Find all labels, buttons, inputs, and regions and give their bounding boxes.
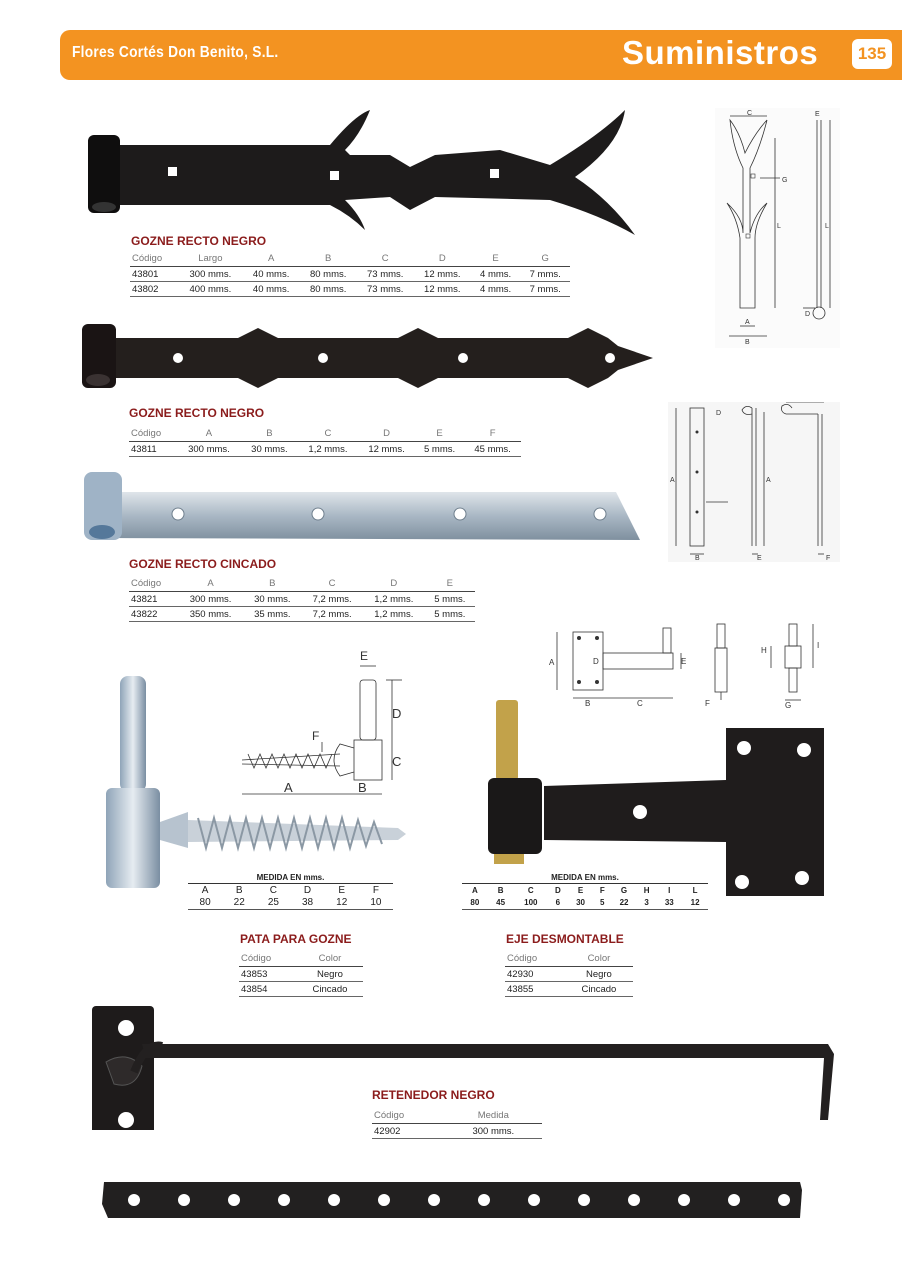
dim-label: D — [805, 311, 811, 318]
dim-label: G — [785, 701, 792, 710]
dim-label: A — [745, 319, 750, 326]
page-number: 135 — [852, 39, 892, 69]
table-cell: 22 — [222, 896, 256, 910]
medida-caption: MEDIDA EN mms. — [188, 872, 393, 884]
table-cell: Cincado — [297, 982, 363, 997]
dim-label: F — [705, 699, 710, 708]
gozne-recto-negro-2-diagram — [668, 402, 840, 562]
dim-label: L — [825, 223, 829, 230]
table-cell: 80 mms. — [300, 282, 357, 297]
gozne-recto-negro-1-diagram — [715, 108, 840, 348]
column-header: D — [363, 576, 425, 592]
dim-label: L — [777, 223, 781, 230]
table-cell: 300 mms. — [178, 592, 243, 607]
table-cell: 4 mms. — [471, 282, 521, 297]
table-cell: Cincado — [565, 982, 633, 997]
gozne-recto-cincado-image — [78, 466, 643, 551]
table-header-row — [372, 1108, 542, 1124]
table-cell: 73 mms. — [357, 267, 414, 282]
column-header: Medida — [445, 1108, 542, 1124]
column-header: F — [599, 885, 605, 895]
dim-label: F — [826, 555, 831, 562]
table-cell: 300 mms. — [178, 267, 243, 282]
dim-label: D — [716, 410, 722, 417]
column-header: C — [269, 884, 277, 896]
dim-label: E — [360, 649, 369, 663]
column-header: B — [497, 885, 504, 895]
column-header: C — [301, 576, 363, 592]
column-header: C — [357, 251, 414, 267]
table-cell: 12 mms. — [414, 267, 471, 282]
retenedor-negro-table — [372, 1108, 542, 1139]
table-header-row — [188, 884, 393, 897]
table-cell: 38 — [290, 896, 324, 910]
table-cell: 7,2 mms. — [301, 607, 363, 622]
dim-label: E — [757, 555, 762, 562]
eje-desmontable-table — [505, 951, 633, 997]
table-cell: 100 — [514, 896, 549, 910]
dim-label: I — [817, 641, 820, 650]
dim-label: H — [761, 646, 767, 655]
table-cell: 40 mms. — [243, 282, 300, 297]
table-header-row — [239, 951, 363, 967]
table-cell: 7 mms. — [520, 282, 570, 297]
table-header-row — [462, 884, 708, 897]
table-cell: 43822 — [129, 607, 178, 622]
pata-para-gozne-medida-table — [188, 872, 393, 910]
column-header: E — [577, 885, 584, 895]
table-cell: 350 mms. — [178, 607, 243, 622]
table-cell: 5 mms. — [415, 442, 464, 457]
table-header-row — [130, 251, 570, 267]
table-cell: 30 — [568, 896, 594, 910]
dim-label: B — [585, 699, 591, 708]
table-cell: 5 — [593, 896, 611, 910]
column-header: F — [464, 426, 521, 442]
column-header: C — [298, 426, 358, 442]
column-header: D — [555, 885, 561, 895]
column-header: B — [300, 251, 357, 267]
column-header: B — [241, 426, 298, 442]
gozne-recto-negro-2-title: GOZNE RECTO NEGRO — [129, 406, 265, 420]
table-cell: 43853 — [239, 967, 297, 982]
pata-para-gozne-title: PATA PARA GOZNE — [240, 932, 352, 946]
table-cell: 35 mms. — [243, 607, 301, 622]
dim-label: B — [695, 555, 700, 562]
perforated-bar-image — [100, 1178, 805, 1224]
column-header: H — [643, 885, 650, 895]
column-header: Código — [505, 951, 565, 967]
column-header: D — [303, 884, 312, 896]
table-cell: 80 — [188, 896, 222, 910]
table-cell: 5 mms. — [425, 592, 475, 607]
column-header: A — [471, 885, 478, 895]
table-cell: 25 — [256, 896, 290, 910]
table-cell: 73 mms. — [357, 282, 414, 297]
pata-para-gozne-image — [98, 672, 418, 897]
table-cell: 42902 — [372, 1124, 445, 1139]
column-header: A — [177, 426, 241, 442]
column-header: A — [243, 251, 300, 267]
table-row — [239, 982, 363, 997]
table-cell: 43801 — [130, 267, 178, 282]
table-row — [505, 967, 633, 982]
table-row — [188, 896, 393, 910]
dim-label: A — [549, 658, 555, 667]
table-cell: 5 mms. — [425, 607, 475, 622]
column-header: Color — [565, 951, 633, 967]
gozne-recto-negro-1-image — [80, 105, 640, 235]
dim-label: E — [681, 657, 687, 666]
dim-label: F — [312, 729, 320, 743]
column-header: I — [668, 885, 671, 895]
column-header: C — [527, 885, 534, 895]
table-row — [505, 982, 633, 997]
table-cell: 30 mms. — [241, 442, 298, 457]
column-header: E — [338, 884, 346, 896]
pata-para-gozne-table — [239, 951, 363, 997]
table-cell: 12 mms. — [358, 442, 415, 457]
table-header-row — [129, 576, 475, 592]
column-header: A — [201, 884, 209, 896]
table-cell: 80 mms. — [300, 267, 357, 282]
column-header: B — [235, 884, 243, 896]
table-row — [130, 267, 570, 282]
table-cell: Negro — [565, 967, 633, 982]
table-row — [129, 607, 475, 622]
brand-name: Flores Cortés Don Benito, S.L. — [72, 44, 279, 61]
gozne-recto-negro-2-image — [78, 318, 658, 393]
table-cell: 43854 — [239, 982, 297, 997]
table-cell: 22 — [611, 896, 637, 910]
table-row — [129, 592, 475, 607]
gozne-recto-cincado-title: GOZNE RECTO CINCADO — [129, 557, 277, 571]
table-cell: 7,2 mms. — [301, 592, 363, 607]
dim-label: B — [745, 339, 750, 346]
table-cell: 3 — [637, 896, 657, 910]
column-header: A — [178, 576, 243, 592]
table-cell: 43802 — [130, 282, 178, 297]
column-header: E — [471, 251, 521, 267]
column-header: F — [372, 884, 379, 896]
table-row — [130, 282, 570, 297]
table-header-row — [505, 951, 633, 967]
column-header: G — [520, 251, 570, 267]
table-cell: 80 — [462, 896, 488, 910]
dim-label: A — [670, 477, 675, 484]
column-header: E — [415, 426, 464, 442]
table-row — [239, 967, 363, 982]
table-cell: 43821 — [129, 592, 178, 607]
table-cell: 42930 — [505, 967, 565, 982]
table-row — [372, 1124, 542, 1139]
table-cell: 43855 — [505, 982, 565, 997]
medida-caption-row — [188, 872, 393, 884]
dim-label: A — [766, 477, 771, 484]
table-cell: 6 — [548, 896, 568, 910]
column-header: D — [414, 251, 471, 267]
table-cell: 1,2 mms. — [363, 607, 425, 622]
table-row — [129, 442, 521, 457]
table-cell: 30 mms. — [243, 592, 301, 607]
table-row — [462, 896, 708, 910]
retenedor-negro-title: RETENEDOR NEGRO — [372, 1088, 495, 1102]
eje-desmontable-title: EJE DESMONTABLE — [506, 932, 624, 946]
table-cell: 12 — [325, 896, 359, 910]
dim-label: A — [284, 780, 293, 795]
gozne-recto-negro-2-table — [129, 426, 521, 457]
table-cell: 12 mms. — [414, 282, 471, 297]
table-cell: 12 — [682, 896, 708, 910]
table-cell: 400 mms. — [178, 282, 243, 297]
gozne-recto-cincado-table — [129, 576, 475, 622]
table-cell: 45 mms. — [464, 442, 521, 457]
table-cell: Negro — [297, 967, 363, 982]
dim-label: E — [815, 111, 820, 118]
gozne-recto-negro-1-table — [130, 251, 570, 297]
column-header: L — [692, 885, 698, 895]
table-cell: 4 mms. — [471, 267, 521, 282]
table-cell: 7 mms. — [520, 267, 570, 282]
column-header: B — [243, 576, 301, 592]
eje-desmontable-medida-table — [462, 872, 708, 910]
eje-desmontable-diagram — [545, 620, 830, 710]
table-cell: 45 — [488, 896, 514, 910]
dim-label: C — [747, 110, 753, 117]
section-title: Suministros — [622, 34, 819, 71]
column-header: Código — [129, 576, 178, 592]
column-header: Color — [297, 951, 363, 967]
table-cell: 10 — [359, 896, 393, 910]
column-header: Código — [239, 951, 297, 967]
dim-label: D — [593, 657, 599, 666]
table-cell: 1,2 mms. — [298, 442, 358, 457]
dim-label: C — [637, 699, 643, 708]
column-header: Código — [130, 251, 178, 267]
column-header: Código — [372, 1108, 445, 1124]
dim-label: D — [392, 706, 402, 721]
table-header-row — [129, 426, 521, 442]
table-cell: 300 mms. — [445, 1124, 542, 1139]
column-header: E — [425, 576, 475, 592]
column-header: Código — [129, 426, 177, 442]
table-cell: 300 mms. — [177, 442, 241, 457]
dim-label: B — [358, 780, 367, 795]
medida-caption: MEDIDA EN mms. — [462, 872, 708, 884]
column-header: G — [620, 885, 628, 895]
column-header: Largo — [178, 251, 243, 267]
eje-desmontable-image — [484, 700, 834, 900]
dim-label: C — [392, 754, 402, 769]
table-cell: 1,2 mms. — [363, 592, 425, 607]
table-cell: 43811 — [129, 442, 177, 457]
dim-label: G — [782, 177, 788, 184]
column-header: D — [358, 426, 415, 442]
medida-caption-row — [462, 872, 708, 884]
table-cell: 33 — [656, 896, 682, 910]
gozne-recto-negro-1-title: GOZNE RECTO NEGRO — [131, 234, 267, 248]
table-cell: 40 mms. — [243, 267, 300, 282]
